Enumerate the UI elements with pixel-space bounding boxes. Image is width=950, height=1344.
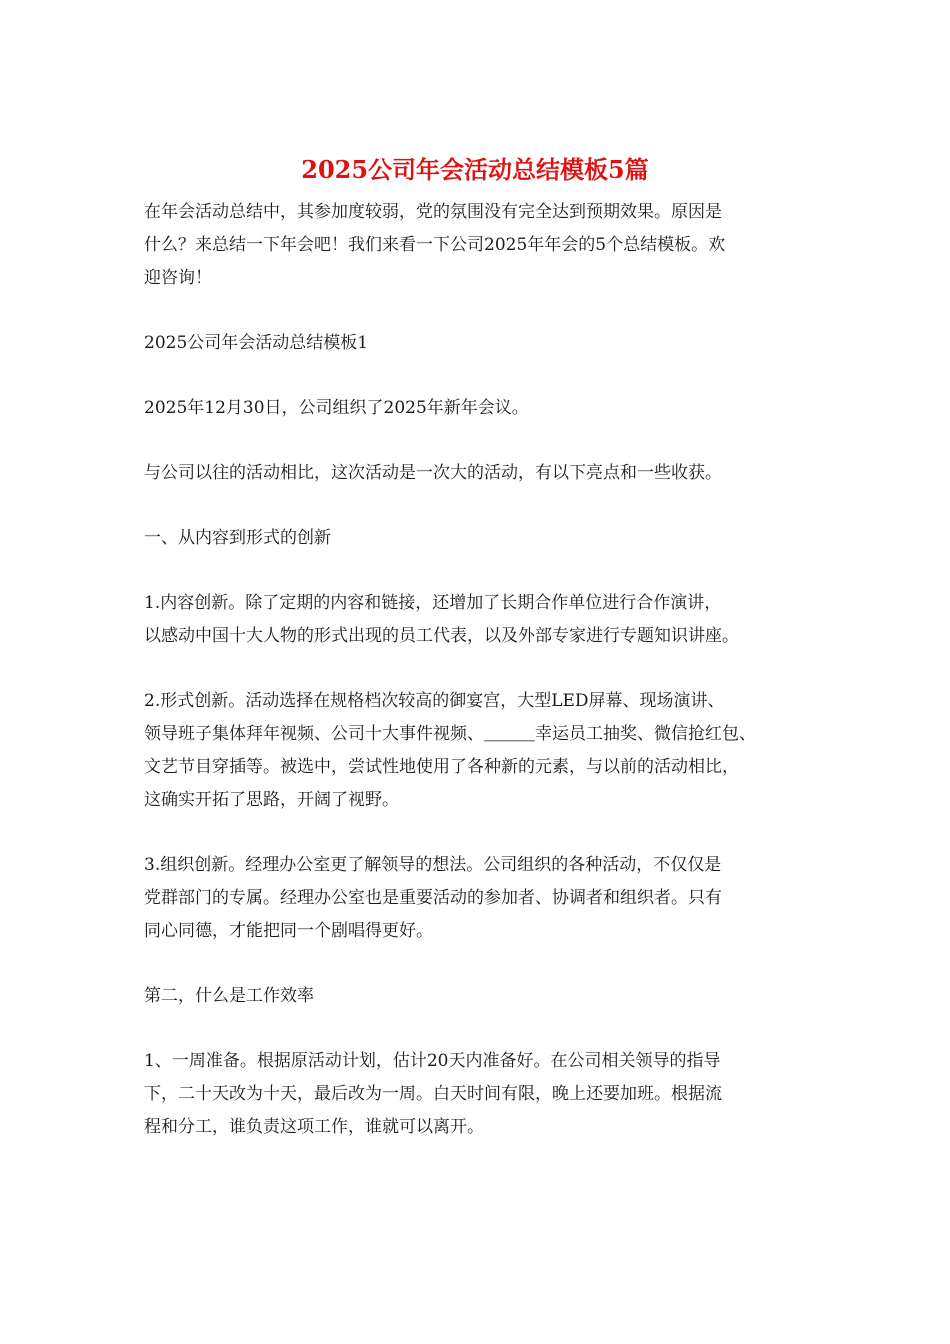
text-line: 在年会活动总结中，其参加度较弱，党的氛围没有完全达到预期效果。原因是: [144, 202, 722, 222]
text-line: 下，二十天改为十天，最后改为一周。白天时间有限，晚上还要加班。根据流: [144, 1084, 722, 1104]
text-line: 党群部门的专属。经理办公室也是重要活动的参加者、协调者和组织者。只有: [144, 888, 722, 908]
paragraph-content-innovation: [144, 587, 834, 653]
text-line: 这确实开拓了思路，开阔了视野。: [144, 790, 399, 810]
text-line: 1、一周准备。根据原活动计划，估计20天内准备好。在公司相关领导的指导: [144, 1051, 721, 1071]
text-line: 2025年12月30日，公司组织了2025年新年会议。: [144, 398, 529, 418]
section-heading-innovation: [144, 522, 834, 555]
text-line: 一、从内容到形式的创新: [144, 528, 331, 548]
text-line: 2025公司年会活动总结模板1: [144, 333, 369, 353]
text-line: 同心同德，才能把同一个剧唱得更好。: [144, 921, 433, 941]
text-line: 2.形式创新。活动选择在规格档次较高的御宴宫，大型LED屏幕、现场演讲、: [144, 691, 725, 711]
text-line: 领导班子集体拜年视频、公司十大事件视频、＿＿＿幸运员工抽奖、微信抢红包、: [144, 724, 756, 744]
text-line: 文艺节目穿插等。被选中，尝试性地使用了各种新的元素，与以前的活动相比，: [144, 757, 739, 777]
section-heading-template-1: [144, 327, 834, 360]
paragraph-organization-innovation: [144, 849, 834, 948]
text-line: 第二，什么是工作效率: [144, 986, 314, 1006]
paragraph-one-week-preparation: [144, 1045, 834, 1144]
text-line: 程和分工，谁负责这项工作，谁就可以离开。: [144, 1117, 484, 1137]
paragraph-intro: [144, 196, 834, 295]
text-line: 1.内容创新。除了定期的内容和链接，还增加了长期合作单位进行合作演讲，: [144, 593, 722, 613]
document-body: [144, 196, 834, 1144]
text-line: 迎咨询！: [144, 268, 212, 288]
paragraph-comparison: [144, 457, 834, 490]
text-line: 与公司以往的活动相比，这次活动是一次大的活动，有以下亮点和一些收获。: [144, 463, 722, 483]
document-title: 2025公司年会活动总结模板5篇: [301, 155, 649, 184]
text-line: 什么？来总结一下年会吧！我们来看一下公司2025年年会的5个总结模板。欢: [144, 235, 726, 255]
paragraph-date: [144, 392, 834, 425]
paragraph-form-innovation: [144, 685, 834, 817]
text-line: 以感动中国十大人物的形式出现的员工代表，以及外部专家进行专题知识讲座。: [144, 626, 739, 646]
section-heading-efficiency: [144, 980, 834, 1013]
text-line: 3.组织创新。经理办公室更了解领导的想法。公司组织的各种活动，不仅仅是: [144, 855, 722, 875]
